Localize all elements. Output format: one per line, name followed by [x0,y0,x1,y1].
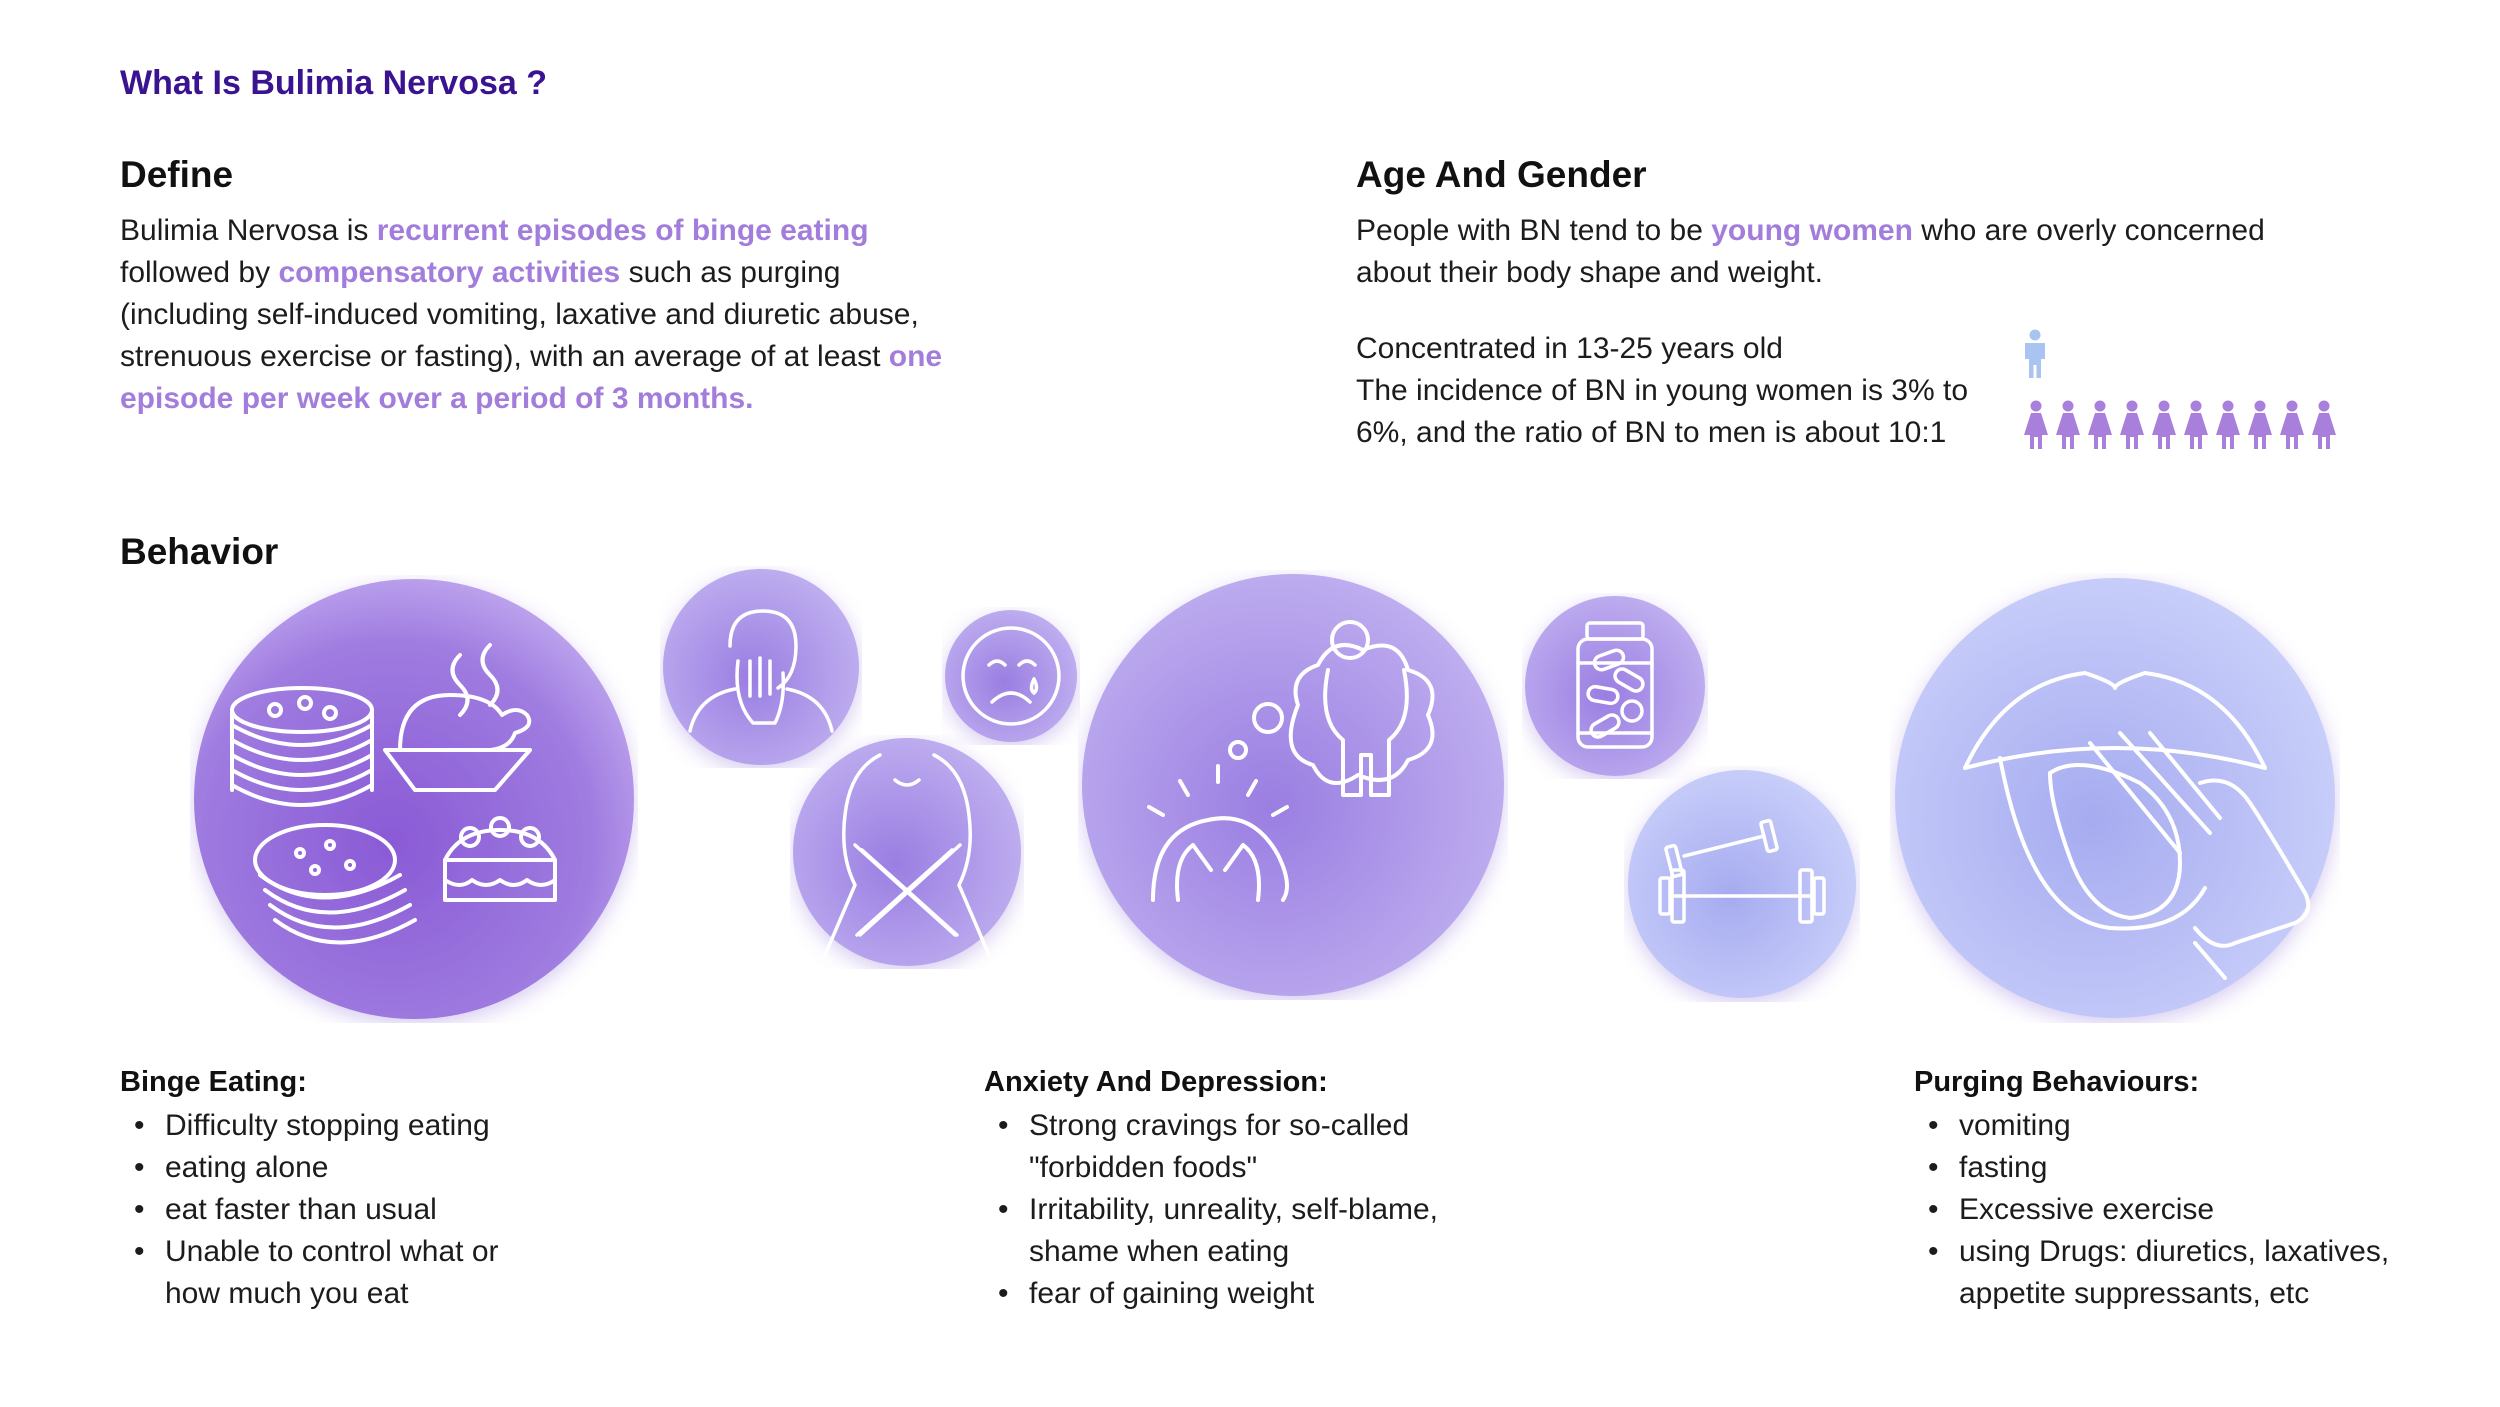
behavior-heading: Behavior [120,531,279,572]
woman-icon [2022,400,2050,450]
man-icon [2022,329,2048,384]
body-measure-icon [790,735,1024,969]
woman-icon [2086,400,2114,450]
dumbbell-icon [1624,766,1860,1002]
age-stats [1356,328,2006,454]
list-item: • using Drugs: diuretics, laxatives, appetite suppressants, etc [1914,1231,2434,1315]
age-text-2: who are overly concerned about their body shape and weight. [1356,214,2265,289]
define-text-3: such as purging (including self-induced vomiting, laxative and diuretic abuse, strenuous exercise or fasting), with an average of at least [120,256,919,373]
list-item: • fear of gaining weight [984,1273,1544,1315]
define-text-2: followed by [120,256,279,289]
age-highlight: young women [1711,214,1913,247]
purging-behaviours-list [1914,1105,2474,1315]
woman-icon [2118,400,2146,450]
age-stat-range: Concentrated in 13-25 years old [1356,332,1783,365]
define-text-1: Bulimia Nervosa is [120,214,377,247]
anxiety-depression-list [984,1105,1544,1315]
list-item: • Unable to control what or how much you eat [120,1231,550,1315]
anxiety-depression-title: Anxiety And Depression: [984,1066,1328,1098]
age-gender-heading: Age And Gender [1356,154,1647,195]
age-stat-incidence: The incidence of BN in young women is 3% to 6%, and the ratio of BN to men is about 10:1 [1356,374,1968,449]
pill-jar-icon [1522,593,1708,779]
binge-eating-list [120,1105,680,1315]
women-icons [2022,400,2338,450]
woman-icon [2214,400,2242,450]
woman-icon [2278,400,2306,450]
list-item: • eating alone [120,1147,680,1189]
anxiety-depression-section [984,1066,1544,1315]
list-item: • vomiting [1914,1105,2474,1147]
binge-eating-section [120,1066,680,1315]
define-heading: Define [120,154,234,195]
woman-icon [2054,400,2082,450]
list-item: • Difficulty stopping eating [120,1105,680,1147]
woman-icon [2246,400,2274,450]
woman-icon [2150,400,2178,450]
woman-icon [2310,400,2338,450]
define-highlight-3: one episode per week over a period of 3 months. [120,340,943,415]
binge-eating-title: Binge Eating: [120,1066,307,1098]
purging-behaviours-section [1914,1066,2474,1315]
list-item: • Irritability, unreality, self-blame, shame when eating [984,1189,1474,1273]
define-highlight-2: compensatory activities [278,256,621,289]
page-title: What Is Bulimia Nervosa ? [120,64,547,102]
anxious-thought-icon [1078,570,1508,1000]
list-item: • fasting [1914,1147,2474,1189]
define-highlight-1: recurrent episodes of binge eating [376,214,869,247]
age-gender-paragraph [1356,210,2336,294]
purging-behaviours-title: Purging Behaviours: [1914,1066,2200,1098]
woman-icon [2182,400,2210,450]
list-item: • Strong cravings for so-called "forbidden foods" [984,1105,1454,1189]
purging-mouth-icon [1890,573,2340,1023]
age-text-1: People with BN tend to be [1356,214,1712,247]
list-item: • Excessive exercise [1914,1189,2474,1231]
define-paragraph [120,210,960,420]
list-item: • eat faster than usual [120,1189,680,1231]
sad-face-icon [942,607,1080,745]
food-pile-icon [190,575,638,1023]
